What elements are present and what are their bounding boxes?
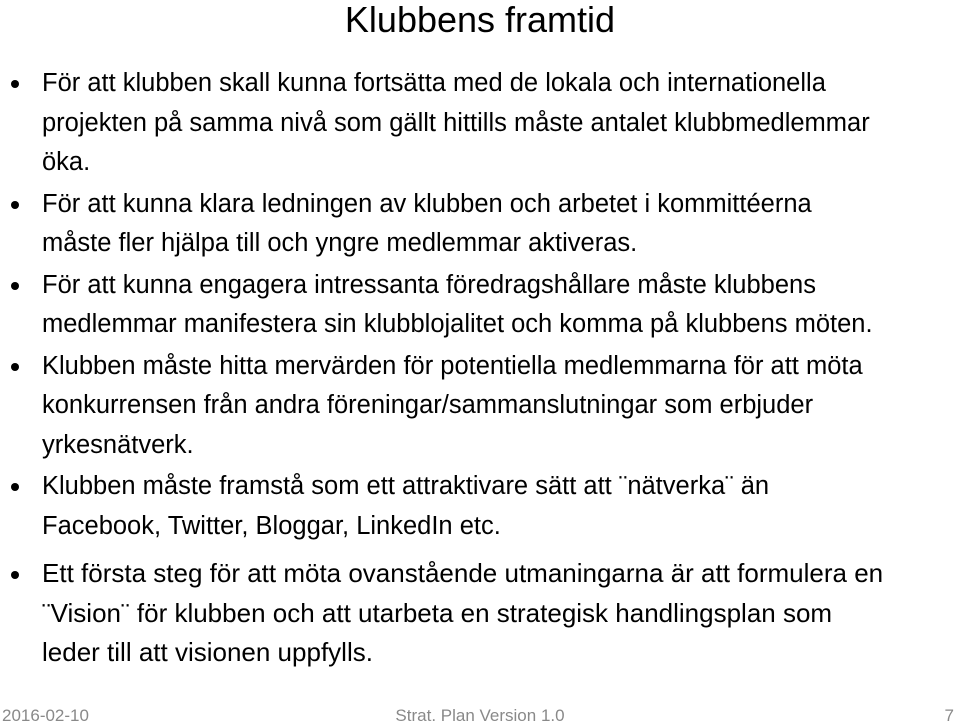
bullet-line: måste fler hjälpa till och yngre medlemmar aktiveras. [42,229,638,257]
bullet-list [0,64,960,673]
page-number: 7 [944,706,954,725]
bullet-item [0,467,960,546]
bullet-item [0,64,960,183]
bullet-icon [6,75,23,92]
bullet-icon [6,478,23,495]
bullet-line: leder till att visionen uppfylls. [42,637,373,667]
bullet-icon [6,196,23,213]
bullet-line: För att klubben skall kunna fortsätta med de lokala och internationella [42,69,826,97]
bullet-line: Ett första steg för att möta ovanstående utmaningarna är att formulera en [42,558,884,588]
bullet-item [0,185,960,264]
slide-footer [0,704,960,728]
bullet-line: projekten på samma nivå som gällt hittills måste antalet klubbmedlemmar [42,108,870,137]
bullet-icon [6,358,23,375]
bullet-icon [6,277,23,294]
bullet-icon [6,566,23,583]
bullet-line: För att kunna klara ledningen av klubben och arbetet i kommittéerna [42,189,812,218]
bullet-line: konkurrensen från andra föreningar/sammanslutningar som erbjuder [42,391,814,419]
slide-title: Klubbens framtid [344,0,616,40]
bullet-line: ¨Vision¨ för klubben och att utarbeta en strategisk handlingsplan som [42,597,833,628]
bullet-line: medlemmar manifestera sin klubblojalitet och komma på klubbens möten. [42,310,873,338]
footer-date: 2016-02-10 [2,706,89,725]
bullet-item [0,347,960,466]
bullet-line: Klubben måste hitta mervärden för potentiella medlemmarna för att möta [42,351,863,380]
footer-version: Strat. Plan Version 1.0 [395,706,565,725]
bullet-line: öka. [42,148,91,176]
bullet-line: Klubben måste framstå som ett attraktivare sätt att ¨nätverka¨ än [42,472,770,500]
bullet-item [0,554,960,673]
bullet-line: För att kunna engagera intressanta föredragshållare måste klubbens [42,270,816,299]
bullet-line: Facebook, Twitter, Bloggar, LinkedIn etc. [42,511,501,540]
bullet-line: yrkesnätverk. [42,430,194,459]
bullet-item [0,266,960,345]
